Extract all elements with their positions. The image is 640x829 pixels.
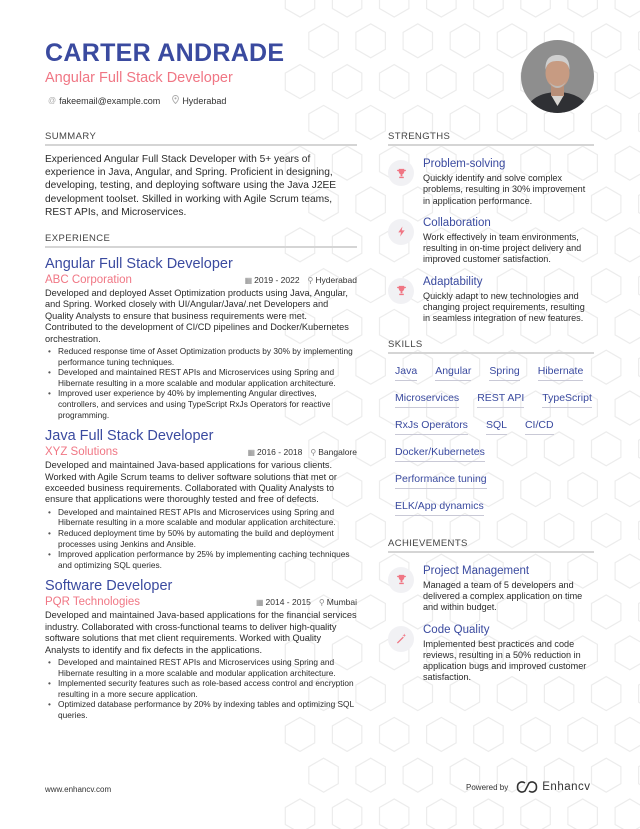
experience-entry	[45, 428, 357, 570]
enhancv-logo[interactable]	[516, 781, 590, 793]
strengths-heading: STRENGTHS	[388, 131, 594, 146]
footer-website-link[interactable]: www.enhancv.com	[45, 785, 112, 794]
job-title: Java Full Stack Developer	[45, 428, 214, 445]
left-column	[45, 131, 357, 729]
email-contact[interactable]	[48, 96, 160, 106]
skill-tag: REST API	[477, 391, 524, 408]
skill-tag: Performance tuning	[395, 472, 487, 489]
job-dates: 2014 - 2015	[265, 597, 311, 608]
job-bullet: • Developed and maintained REST APIs and Microservices using Spring and Hibernate resulting in a more scalable and modular application architecture.	[45, 507, 357, 528]
lightning-icon	[388, 219, 414, 245]
job-dates: 2016 - 2018	[257, 447, 303, 458]
skill-tag: Docker/Kubernetes	[395, 445, 485, 462]
skills-list	[395, 364, 594, 516]
strength-item	[388, 217, 594, 266]
map-pin-icon: ⚲	[318, 598, 325, 608]
job-title: Software Developer	[45, 578, 173, 595]
job-bullet: • Developed and maintained REST APIs and Microservices using Spring and Hibernate resulting in a more scalable and modular application architecture.	[45, 657, 357, 678]
skill-tag: SQL	[486, 418, 507, 435]
achievements-heading: ACHIEVEMENTS	[388, 538, 594, 553]
calendar-icon: ▦	[244, 276, 253, 286]
summary-text: Experienced Angular Full Stack Developer with 5+ years of experience in Java, Angular, and Spring. Proficient in designing, developing, testing, and deploying software using the Java J2EE development toolset. Skilled in working with Agile Scrum teams, REST APIs, and Microservices.	[45, 154, 337, 218]
skill-tag: TypeScript	[542, 391, 592, 408]
job-description: Developed and maintained Java-based applications for the financial services industry. Collaborated with cross-functional teams to deliver high-quality software solutions that met client requirements. Worked with Quality Analysts to identify and fix defects in the applications.	[45, 610, 357, 655]
achievement-text: Implemented best practices and code reviews, resulting in a 50% reduction in application bugs and improved customer satisfaction.	[423, 638, 587, 683]
location-text: Hyderabad	[182, 95, 227, 106]
strength-item	[388, 276, 594, 325]
company-name: XYZ Solutions	[45, 446, 118, 459]
strength-title: Problem-solving	[423, 158, 506, 170]
skill-tag: ELK/App dynamics	[395, 499, 484, 516]
trophy-icon	[388, 160, 414, 186]
wand-icon	[388, 626, 414, 652]
candidate-name: CARTER ANDRADE	[45, 39, 285, 67]
skill-tag: Hibernate	[538, 364, 584, 381]
map-pin-icon: ⚲	[310, 448, 317, 458]
calendar-icon: ▦	[255, 598, 264, 608]
job-bullet: • Improved application performance by 25% by implementing caching techniques and optimizing SQL queries.	[45, 549, 357, 570]
right-column	[388, 131, 594, 694]
experience-entry	[45, 256, 357, 420]
trophy-icon	[388, 278, 414, 304]
job-location: Mumbai	[326, 597, 357, 608]
achievement-text: Managed a team of 5 developers and delivered a complex application on time and within budget.	[423, 579, 583, 613]
job-bullet: • Developed and maintained REST APIs and Microservices using Spring and Hibernate resulting in a more scalable and modular application architecture.	[45, 367, 357, 388]
map-pin-icon	[172, 95, 179, 106]
job-dates: 2019 - 2022	[254, 275, 300, 286]
email-text: fakeemail@example.com	[59, 95, 161, 106]
company-name: ABC Corporation	[45, 274, 132, 287]
achievement-title: Code Quality	[423, 623, 490, 636]
strength-text: Work effectively in team environments, resulting in on-time project delivery and improved customer satisfaction.	[423, 231, 582, 265]
profile-photo	[521, 40, 594, 113]
location-contact	[172, 95, 226, 106]
enhancv-brand-name: Enhancv	[542, 781, 591, 793]
strength-title: Adaptability	[423, 275, 483, 288]
job-description: Developed and maintained Java-based applications for various clients. Worked with Agile Scrum teams to deliver software solutions that met or exceeded business requirements. Collaborated with Quality Analysts to ensure that applications were thoroughly tested and free of defects.	[45, 460, 337, 505]
achievement-item	[388, 624, 594, 684]
strength-text: Quickly adapt to new technologies and changing project requirements, resulting in seamless integration of new features.	[423, 290, 585, 324]
job-bullet: • Optimized database performance by 20% by indexing tables and optimizing SQL queries.	[45, 699, 357, 720]
strength-text: Quickly identify and solve complex problems, resulting in 30% improvement in application performance.	[423, 173, 586, 206]
job-location: Bangalore	[318, 447, 357, 458]
strength-item	[388, 158, 594, 207]
achievement-title: Project Management	[423, 564, 530, 577]
job-title: Angular Full Stack Developer	[45, 256, 233, 273]
company-name: PQR Technologies	[45, 596, 141, 609]
calendar-icon: ▦	[247, 448, 255, 458]
powered-by-text: Powered by	[466, 782, 509, 792]
trophy-icon	[388, 567, 414, 593]
job-description: Developed and deployed Asset Optimization products using Java, Angular, and Spring. Worked closely with UI/Angular/Java/.net Developers and Quality Analysts to ensure that business requirements were met. Contributed to the development of CI/CD pipelines and Docker/Kubernetes orchestration.	[45, 288, 349, 344]
map-pin-icon: ⚲	[307, 276, 314, 286]
footer-branding	[466, 781, 591, 793]
skill-tag: RxJs Operators	[395, 418, 468, 435]
skill-tag: CI/CD	[525, 418, 554, 435]
contact-info	[48, 95, 226, 106]
job-bullet: • Implemented security features such as role-based access control and encryption resulting in a more secure application.	[45, 678, 357, 699]
experience-heading: EXPERIENCE	[45, 233, 357, 248]
enhancv-logo-icon	[516, 781, 538, 793]
skill-tag: Java	[395, 364, 417, 381]
summary-heading: SUMMARY	[45, 131, 357, 146]
skills-heading: SKILLS	[388, 339, 594, 354]
experience-entry	[45, 578, 357, 720]
skill-tag: Spring	[489, 364, 519, 381]
job-location: Hyderabad	[315, 275, 357, 286]
job-bullet: • Reduced response time of Asset Optimization products by 30% by implementing performance tuning techniques.	[45, 346, 357, 367]
job-bullet: • Reduced deployment time by 50% by automating the build and deployment processes using Jenkins and Ansible.	[45, 528, 357, 549]
skill-tag: Microservices	[395, 391, 459, 408]
at-sign-icon: @	[48, 96, 57, 105]
achievement-item	[388, 565, 594, 614]
candidate-headline: Angular Full Stack Developer	[45, 70, 233, 86]
job-bullet: • Improved user experience by 40% by implementing Angular directives, controllers, and services and using TypeScript RxJs Operators for reactive programming.	[45, 388, 357, 420]
skill-tag: Angular	[435, 364, 471, 381]
strength-title: Collaboration	[423, 216, 491, 229]
